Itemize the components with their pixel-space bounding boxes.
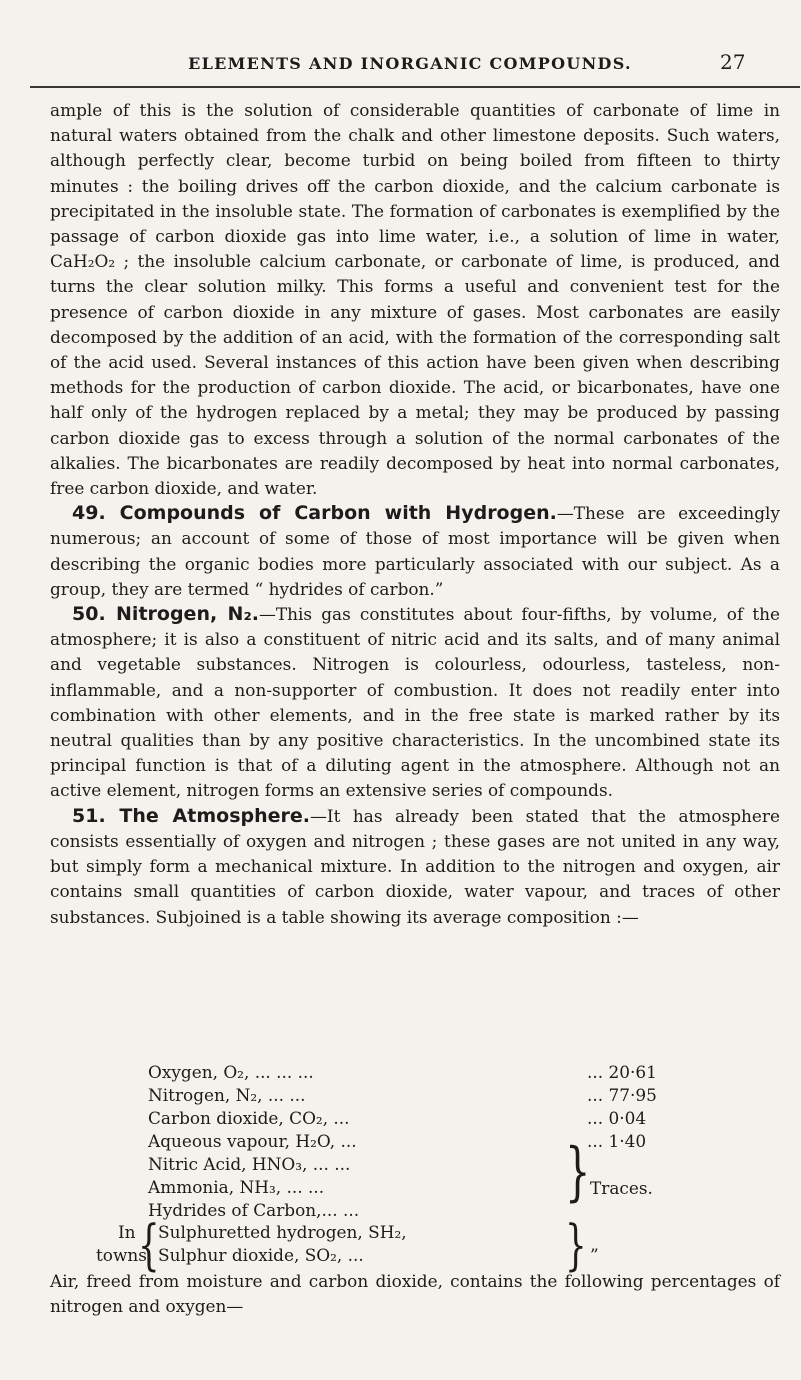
- table-row-value: ... 0·04: [587, 1108, 647, 1128]
- header-rule: [30, 86, 800, 88]
- table-row-label: Sulphur dioxide, SO₂, ...: [158, 1245, 364, 1265]
- traces-label: Traces.: [590, 1178, 653, 1198]
- table-row-label: Nitric Acid, HNO₃, ... ...: [148, 1154, 351, 1174]
- section-50-text: —This gas constitutes about four-fifths, by volume, of the atmosphere; it is also a constituent of nitric acid and its salts, and of many animal and vegetable substances. Nitrogen is colourless, odourless, tasteless, non-inflammable, and a non-supporter of combustion. It does not readily enter into combination with other elements, and in the free state is marked rather by its neutral qualities than by any positive characteristics. In the uncombined state its principal function is that of a diluting agent in the atmosphere. Although not an active element, nitrogen forms an extensive series of compounds.: [50, 604, 780, 801]
- running-title: ELEMENTS AND INORGANIC COMPOUNDS.: [188, 54, 632, 73]
- left-brace: {: [138, 1214, 160, 1278]
- section-50: [50, 602, 780, 804]
- section-51-heading: 51. The Atmosphere.: [72, 804, 310, 827]
- in-towns-label: In: [118, 1222, 136, 1242]
- section-49-heading: 49. Compounds of Carbon with Hydrogen.: [72, 502, 557, 525]
- table-row-label: Hydrides of Carbon,... ...: [148, 1200, 360, 1220]
- body-text: [50, 98, 780, 930]
- section-49-text: —These are exceedingly numerous; an account of some of those of most importance will be given when describing the organic bodies more particularly associated with our subject. As a group, they are termed “ hydrides of carbon.”: [50, 503, 780, 599]
- in-towns-label: towns.: [96, 1245, 153, 1265]
- right-brace: }: [565, 1135, 591, 1209]
- section-50-heading: 50. Nitrogen, N₂.: [72, 603, 259, 626]
- section-49: [50, 501, 780, 602]
- table-row-value: ... 1·40: [587, 1131, 647, 1151]
- table-row-label: Sulphuretted hydrogen, SH₂,: [158, 1222, 407, 1242]
- table-row-label: Nitrogen, N₂, ... ...: [148, 1085, 306, 1105]
- table-row-value: ... 20·61: [587, 1062, 657, 1082]
- right-brace: }: [565, 1214, 587, 1278]
- table-row-label: Carbon dioxide, CO₂, ...: [148, 1108, 350, 1128]
- table-row-label: Aqueous vapour, H₂O, ...: [148, 1131, 357, 1151]
- closing-paragraph: Air, freed from moisture and carbon dioxide, contains the following percentages of nitrogen and oxygen—: [50, 1271, 780, 1316]
- table-row-label: Oxygen, O₂, ... ... ...: [148, 1062, 314, 1082]
- table-row-label: Ammonia, NH₃, ... ...: [148, 1177, 325, 1197]
- ditto-mark: ”: [590, 1245, 599, 1265]
- table-row-value: ... 77·95: [587, 1085, 657, 1105]
- paragraph-carbonates: ample of this is the solution of considerable quantities of carbonate of lime in natural waters obtained from the chalk and other limestone deposits. Such waters, although perfectly clear, become turbid on being boiled from fifteen to thirty minutes : the boiling drives off the carbon dioxide, and the calcium carbonate is precipitated in the insoluble state. The formation of carbonates is exemplified by the passage of carbon dioxide gas into lime water, i.e., a solution of lime in water, CaH₂O₂ ; the insoluble calcium carbonate, or carbonate of lime, is produced, and turns the clear solution milky. This forms a useful and convenient test for the presence of carbon dioxide in any mixture of gases. Most carbonates are easily decomposed by the addition of an acid, with the formation of the corresponding salt of the acid used. Several instances of this action have been given when describing methods for the production of carbon dioxide. The acid, or bicarbonates, have one half only of the hydrogen replaced by a metal; they may be produced by passing carbon dioxide gas to excess through a solution of the normal carbonates of the alkalies. The bicarbonates are readily decomposed by heat into normal carbonates, free carbon dioxide, and water.: [50, 100, 780, 499]
- section-51-text: —It has already been stated that the atmosphere consists essentially of oxygen and nitrogen ; these gases are not united in any way, but simply form a mechanical mixture. In addition to the nitrogen and oxygen, air contains small quantities of carbon dioxide, water vapour, and traces of other substances. Subjoined is a table showing its average composition :—: [50, 805, 780, 927]
- page-number: 27: [720, 50, 746, 74]
- section-51: [50, 804, 780, 930]
